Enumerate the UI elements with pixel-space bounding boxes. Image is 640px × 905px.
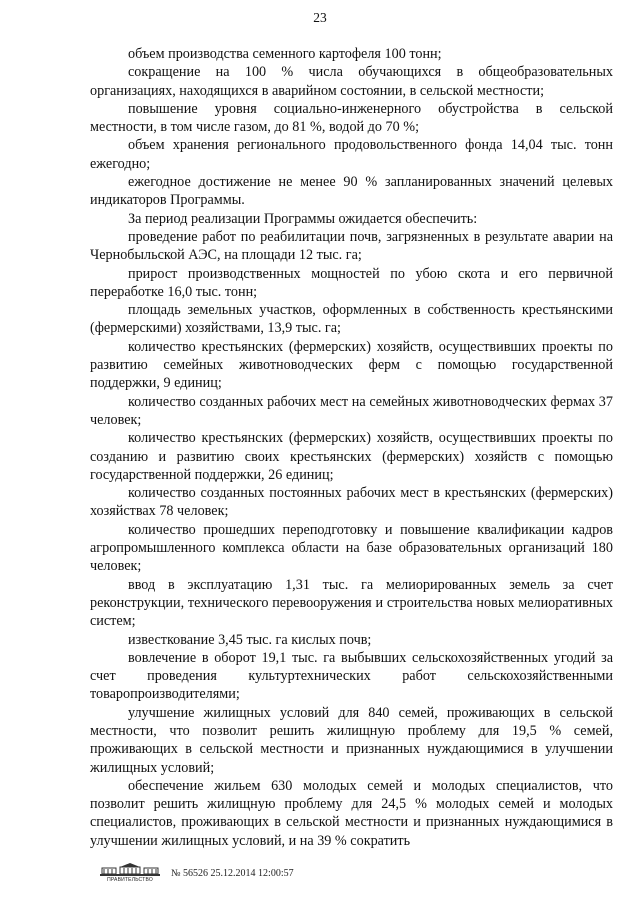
paragraph: количество созданных рабочих мест на семейных животноводческих фермах 37 человек; <box>90 393 613 428</box>
paragraph: количество крестьянских (фермерских) хозяйств, осуществивших проекты по развитию семейных животноводческих ферм с помощью государственной поддержки, 9 единиц; <box>90 338 613 392</box>
paragraph: объем хранения регионального продовольственного фонда 14,04 тыс. тонн ежегодно; <box>90 137 613 172</box>
paragraph: За период реализации Программы ожидается обеспечить: <box>128 210 478 227</box>
document-registration-info: № 56526 25.12.2014 12:00:57 <box>171 867 294 879</box>
page-number: 23 <box>313 10 327 25</box>
paragraph: количество прошедших переподготовку и повышение квалификации кадров агропромышленного комплекса области на базе образовательных организаций 180 человек; <box>90 521 613 575</box>
document-footer <box>95 856 294 890</box>
paragraph: вовлечение в оборот 19,1 тыс. га выбывших сельскохозяйственных угодий за счет проведения культуртехнических работ сельскохозяйственными товаропроизводителями; <box>90 649 613 703</box>
document-body <box>90 45 613 850</box>
paragraph: проведение работ по реабилитации почв, загрязненных в результате аварии на Чернобыльской АЭС, на площади 12 тыс. га; <box>90 228 613 264</box>
paragraph: повышение уровня социально-инженерного обустройства в сельской местности, в том числе газом, до 81 %, водой до 70 %; <box>90 100 613 136</box>
government-building-icon <box>99 863 161 877</box>
paragraph: улучшение жилищных условий для 840 семей, проживающих в сельской местности, что позволит решить жилищную проблему для 19,5 % семей, проживающих в сельской местности и признанных нуждающимися в улучшении жилищных условий; <box>90 704 613 776</box>
paragraph: количество крестьянских (фермерских) хозяйств, осуществивших проекты по созданию и развитию своих крестьянских (фермерских) хозяйств с помощью государственной поддержки, 26 единиц; <box>90 430 613 483</box>
paragraph: площадь земельных участков, оформленных в собственность крестьянскими (фермерскими) хозяйствами, 13,9 тыс. га; <box>90 302 613 337</box>
paragraph: сокращение на 100 % числа обучающихся в общеобразовательных организациях, находящихся в аварийном состоянии, в сельской местности; <box>90 64 613 99</box>
paragraph: обеспечение жильем 630 молодых семей и молодых специалистов, что позволит решить жилищную проблему для 24,5 % молодых семей и молодых специалистов, проживающих в сельской местности и признанных нуждающимися в улучшении жилищных условий, и на 39 % сократить <box>90 777 613 849</box>
paragraph: прирост производственных мощностей по убою скота и его первичной переработке 16,0 тыс. тонн; <box>90 265 613 300</box>
stamp-label: ПРАВИТЕЛЬСТВО <box>107 877 153 883</box>
paragraph: количество созданных постоянных рабочих мест в крестьянских (фермерских) хозяйствах 78 человек; <box>90 485 613 520</box>
paragraph: объем производства семенного картофеля 100 тонн; <box>128 46 442 62</box>
paragraph: ежегодное достижение не менее 90 % запланированных значений целевых индикаторов Программы. <box>90 174 613 209</box>
paragraph: ввод в эксплуатацию 1,31 тыс. га мелиорированных земель за счет реконструкции, технического перевооружения и строительства новых мелиоративных систем; <box>90 576 613 630</box>
government-stamp <box>95 860 165 886</box>
paragraph: известкование 3,45 тыс. га кислых почв; <box>128 631 372 648</box>
